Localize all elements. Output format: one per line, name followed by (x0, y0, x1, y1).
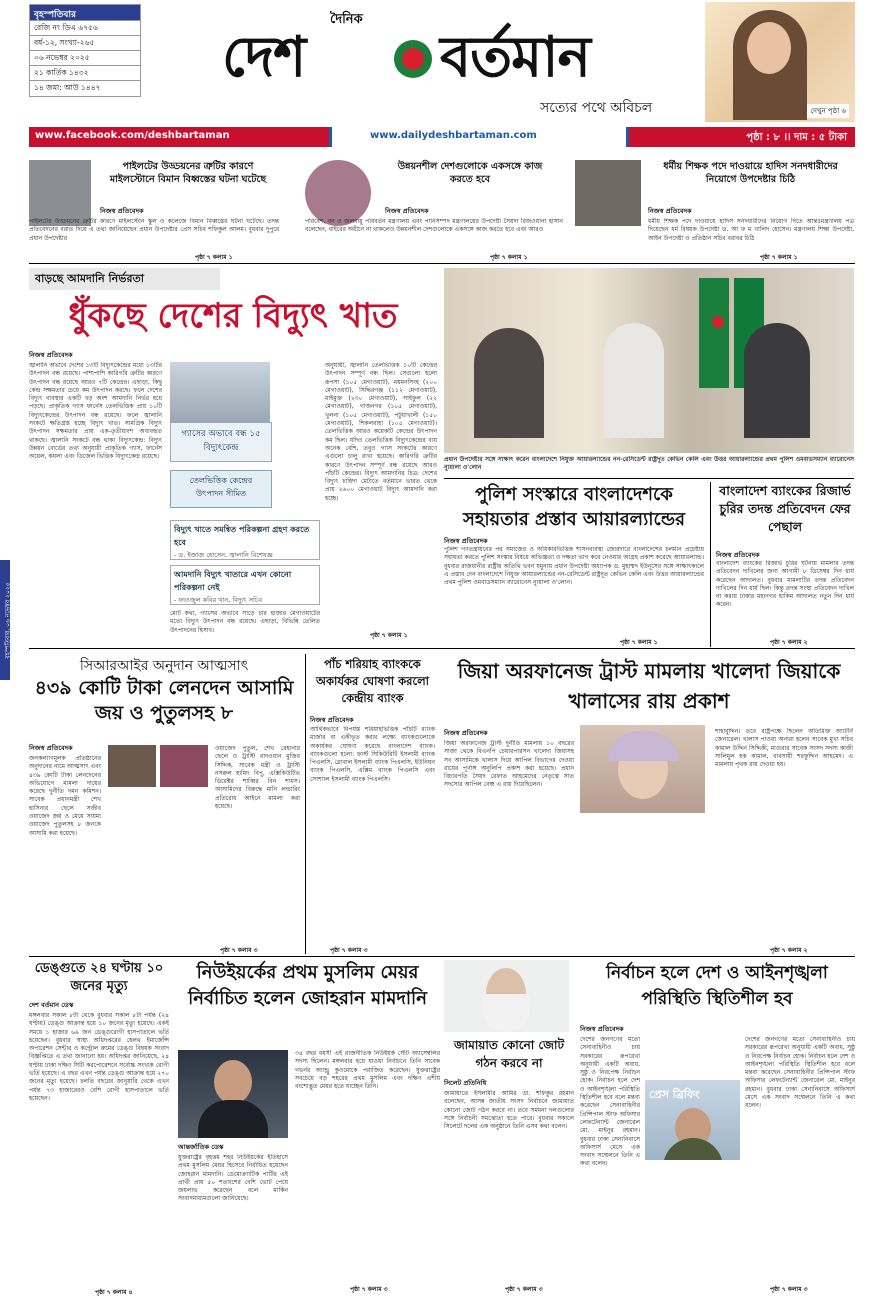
khaleda-photo (580, 725, 705, 813)
lead-quote-1-text: বিদ্যুৎ খাতে সমন্বিত পরিকল্পনা গ্রহণ করতে হবে (174, 525, 310, 547)
banks-byline: নিজস্ব প্রতিবেদক (310, 716, 354, 724)
press-briefing-photo (645, 1080, 740, 1160)
reserve-body: বাংলাদেশ ব্যাংকের রিজার্ভ চুরির ঘটনায় মামলার তদন্ত প্রতিবেদন দাখিলের জন্য আগামী ৮ ডিসেম্বর দিন ধার্য করেছেন আদালত। বুধবার মামলাটির তদন্ত প্রতিবেদন দাখিলের দিন ধার্য ছিল। কিন্তু তদন্ত সংস্থা প্রতিবেদন দাখিল না করায় ঢাকার মহানগর হাকিম আদালত নতুন দিন ধার্য করেন। (716, 560, 854, 609)
top-story-2-headline: উন্নয়নশীল দেশগুলোকে একসঙ্গে কাজ করতে হবে (397, 161, 543, 185)
mamdani-body-1: ৩৪ বছর বয়সী এই রাজনীতিক নিউইয়র্ক স্টেট অ্যাসেম্বলির সদস্য ছিলেন। মঙ্গলবার হয়ে যাওয়া নির্বাচনে তিনি সাবেক গভর্নর অ্যান্ড্রু কুওমোকে পরাজিত করেছেন। যুক্তরাষ্ট্রের সবচেয়ে বড় শহরের প্রথম মুসলিম এবং দক্ষিণ এশীয় বংশোদ্ভূত মেয়র হতে যাচ্ছেন তিনি। (295, 1050, 440, 1091)
ad-caption: দেখুন পৃষ্ঠা ৬ (807, 104, 849, 118)
lead-col3: অনুযায়ী, জ্বালানি তেলভিত্তিক ১০টি কেন্দ্রের উৎপাদন সম্পূর্ণ বন্ধ ছিল। সেগুলো হলো রূপসা (১০৫ মেগাওয়াট), ময়মনসিংহ (২০০ মেগাওয়াট), সিদ্ধিরগঞ্জ (১১২ মেগাওয়াট), মাইমুক্ত (২৩০ মেগাওয়াট), সাইফুল (২২ মেগাওয়াট), গাজনগর (১০৫ মেগাওয়াট), খুলনা (১০৫ মেগাওয়াট), পটুয়াখালী (১৫০ মেগাওয়াট), শিকলবাহা (১০৫ মেগাওয়াট)। তেলভিত্তিক আরও কয়েকটি কেন্দ্রের উৎপাদন কম ছিল। যদিও তেলভিত্তিক বিদ্যুৎকেন্দ্রের ব্যয় অনেক বেশি, তবুও গ্যাস সংকটের কারণে এগুলো চালু রাখা হয়েছে। কারিগরি ত্রুটির কারণে উৎপাদন সম্পূর্ণ বন্ধ রয়েছে আরও পাঁচটি কেন্দ্রের। বিদ্যুৎ আমদানির চিত্র: দেশের বিদ্যুৎ চাহিদা মেটাতে বর্তমানে ভারত থেকে প্রায় ২৬০০ মেগাওয়াট বিদ্যুৎ আমদানি করা হচ্ছে। (325, 362, 437, 502)
website-link[interactable]: www.dailydeshbartaman.com (370, 130, 537, 141)
lead-headline: ধুঁকছে দেশের বিদ্যুৎ খাত (68, 296, 398, 336)
ireland-body: পুলিশ গণতন্ত্রায়নের পর সমাজের ও অধিকারভিত্তিক শাসনব্যবস্থা জোরদারে বাংলাদেশের চলমান প্রচেষ্টায় সহায়তা করতে পুলিশ সংস্কার বিষয়ে অভিজ্ঞতা ও দক্ষতা ভাগ করে নেওয়ার আগ্রহ প্রকাশ করেছে আয়ারল্যান্ড। বুধবার রাজধানীর রাষ্ট্রীয় অতিথি ভবন যমুনায় প্রধান উপদেষ্টা অধ্যাপক ড. মুহাম্মদ ইউনূসের সঙ্গে সাক্ষাৎকালে এ প্রস্তাব দেন বাংলাদেশে নিযুক্ত আয়ারল্যান্ডের নন-রেসিডেন্ট রাষ্ট্রদূত কেভিন কেলি এবং উত্তর আয়ারল্যান্ডের প্রথম পুলিশ ওমবাডসম্যান ব্যারোনেস ন্যুয়ালা ও'লোন। (444, 546, 704, 587)
ireland-continued: পৃষ্ঠা ৭ কলাম ১ (620, 639, 658, 646)
jamaat-body: জামায়াতে ইসলামীর আমির ডা. শফিকুর রহমান বলেছেন, আসন্ন জাতীয় সংসদ নির্বাচনে জামায়াত কোনো জোট গঠন করবে না। তবে সমমনা দলগুলোর সঙ্গে নির্বাচনী সমঝোতা হতে পারে। বুধবার সকালে সিলেটে দলের এক অনুষ্ঠানে তিনি এসব কথা বলেন। (444, 1090, 574, 1131)
dengue-body: মঙ্গলবার সকাল ৮টা থেকে বুধবার সকাল ৮টা পর্যন্ত (২৪ ঘণ্টায়) ডেঙ্গু আক্রান্ত হয়ে ১০ জনের মৃত্যু হয়েছে। একই সময়ে ১ হাজার ৬৯ জন ডেঙ্গুরোগী হাসপাতালে ভর্তি হয়েছেন। বুধবার স্বাস্থ্য অধিদপ্তরের হেলথ ইমার্জেন্সি অপারেশন সেন্টার ও কন্ট্রোল রুমের ডেঙ্গু বিষয়ক সংবাদ বিজ্ঞপ্তিতে এ তথ্য জানানো হয়। অধিদপ্তর জানিয়েছে, ২৪ ঘণ্টায় ঢাকা দক্ষিণ সিটি করপোরেশনে সর্বোচ্চ সংখ্যক রোগী ভর্তি হয়েছে। এ বছর এখন পর্যন্ত ডেঙ্গু আক্রান্ত হয়ে ২৭০ জনের মৃত্যু হয়েছে। চলতি বছরের জানুয়ারি থেকে এখন পর্যন্ত ৭৩ হাজারেরও বেশি রোগী হাসপাতালে ভর্তি হয়েছেন। (29, 1012, 169, 1102)
election-continued: পৃষ্ঠা ৭ কলাম ৩ (770, 1286, 808, 1293)
khaleda-continued: পৃষ্ঠা ৭ কলাম ২ (770, 947, 808, 954)
lead-col1: জ্বালানি অভাবে দেশের ১৩টি বিদ্যুৎকেন্দ্রের মধ্যে ১৩টির উৎপাদন বন্ধ রয়েছে। পাশাপাশি কারিগরি ত্রুটির কারণে উৎপাদন বন্ধ রয়েছে আরও ৭টি কেন্দ্রের। এছাড়া, কিছু কেন্দ্র সক্ষমতার চেয়ে কম উৎপাদন করছে। ফলে দেশের বিদ্যুৎ ব্যবস্থার একটি বড় অংশ আমদানি নির্ভর হয়ে পড়ছে। প্রাকৃতিক গ্যাস ফার্নেস তেলভিত্তিক প্রায় ১০টি বিদ্যুৎকেন্দ্রের উৎপাদন বন্ধ রয়েছে। ফলে জ্বালানি সংকটে ক্ষতিগ্রস্ত হচ্ছে বিদ্যুৎ খাত। সামগ্রিক বিদ্যুৎ উৎপাদন সক্ষমতার প্রায় এক-তৃতীয়াংশ অব্যবহৃত থাকছে। জ্বালানি সংকটে বন্ধ থাকা বিদ্যুৎকেন্দ্র: বিদ্যুৎ উন্নয়ন বোর্ডের তথ্য অনুযায়ী প্রাকৃতিক গ্যাস, ফার্নেস অয়েল, কয়লা এবং ডিজেল ভিত্তিক বিদ্যুৎকেন্দ্র রয়েছে। (29, 362, 162, 461)
jamaat-byline: সিলেট প্রতিনিধি (444, 1079, 487, 1087)
lead-quote-1 (170, 520, 320, 560)
top-story-1-byline: নিজস্ব প্রতিবেদক (100, 207, 144, 215)
banks-headline: পাঁচ শরিয়াহ ব্যাংককে অকার্যকর ঘোষণা করলো কেন্দ্রীয় ব্যাংক (316, 657, 429, 705)
divider (305, 654, 306, 954)
reserve-byline: নিজস্ব প্রতিবেদক (716, 551, 760, 559)
top-story-3-body: ধর্মীয় শিক্ষক পদে দাওয়ায়ে হাদিস সনদধারীদের নিয়োগ দিতে আন্তঃমন্ত্রণালয় পত্র দিয়েছেন ধর্ম বিষয়ক উপদেষ্টা ড. আ ফ ম খালিদ হোসেন। মন্ত্রণালয় শিক্ষা উপদেষ্টা, আইন উপদেষ্টা ও প্রতিষ্ঠান সচিব বরাবর চিঠি (648, 218, 854, 242)
top-story-2-photo (305, 160, 371, 226)
lead-quote-2-attribution: - ফাওজুল কবির খান, বিদ্যুৎ সচিব (174, 596, 262, 604)
top-story-1-continued: পৃষ্ঠা ৭ কলাম ১ (195, 254, 233, 261)
mamdani-body-2: যুক্তরাষ্ট্রের বৃহত্তম শহর নিউইয়র্কের ইতিহাসে প্রথম মুসলিম মেয়র হিসেবে নির্বাচিত হয়েছেন জোহরান মামদানি। ডেমোক্র্যাটিক পার্টির এই প্রার্থী প্রায় ৫০ শতাংশের বেশি ভোট পেয়ে জয়লাভ করেছেন বলে মার্কিন সংবাদমাধ্যমগুলো জানিয়েছে। (178, 1154, 288, 1203)
mamdani-continued: পৃষ্ঠা ৭ কলাম ৩ (350, 1286, 388, 1293)
banks-continued: পৃষ্ঠা ৭ কলাম ৩ (330, 947, 368, 954)
cid-body-2: ওয়াজেদ পুতুল, শেখ রেহানার ছেলে ও ট্রাস্টি রাদওয়ান মুজিব সিদ্দিক, সাবেক মন্ত্রী ও ট্রাস্টি নসরুল হামিদ বিপু, এক্সিকিউটিভ ডিরেক্টর শাব্বির বিন শামস। আসামিদের বিরুদ্ধে মানি লন্ডারিং প্রতিরোধ আইনে মামলা করা হয়েছে। (215, 745, 300, 811)
jamaat-photo (444, 960, 569, 1032)
khaleda-body-1: জিয়া অরফানেজ ট্রাস্ট দুর্নীতি মামলায় ১০ বছরের সাজা থেকে বিএনপি চেয়ারপারসন খালেদা জিয়াসহ সব আসামিকে খালাস দিয়ে আপিল বিভাগের দেওয়া রায়ের পূর্ণাঙ্গ অনুলিপি প্রকাশ করা হয়েছে। প্রধান বিচারপতি সৈয়দ রেফাত আহমেদের নেতৃত্বে সাত সদস্যের আপিল বেঞ্চ এ রায় দিয়েছিলেন। (444, 740, 574, 789)
cid-headline: ৪৩৯ কোটি টাকা লেনদেন আসামি জয় ও পুতুলসহ ৮ (34, 677, 294, 724)
website-box (329, 127, 629, 147)
top-story-1-headline: পাইলটের উড্ডয়নের ত্রুটির কারণে মাইলস্টোনে বিমান বিধ্বস্তের ঘটনা ঘটেছে (109, 161, 267, 185)
dengue-byline: দেশ বর্তমান ডেস্ক (29, 1001, 74, 1009)
powerplant-photo (170, 362, 270, 422)
election-headline: নির্বাচন হলে দেশ ও আইনশৃঙ্খলা পরিস্থিতি স্থিতিশীল হব (606, 963, 828, 1009)
page-price: পৃষ্ঠা : ৮ ।। দাম : ৫ টাকা (746, 132, 847, 143)
bangladesh-map-logo (394, 40, 432, 78)
english-date: ০৬ নভেম্বর ২০২৫ (30, 51, 140, 66)
divider (29, 956, 855, 957)
joy-photo (108, 745, 156, 787)
lead-kicker: বাড়ছে আমদানি নির্ভরতা (29, 268, 220, 290)
jamaat-headline: জামায়াত কোনো জোট গঠন করবে না (453, 1038, 565, 1070)
top-story-3-headline: ধর্মীয় শিক্ষক পদে দাওয়ায়ে হাদিস সনদধারীদের নিয়োগে উপদেষ্টার চিঠি (663, 161, 838, 185)
cid-continued: পৃষ্ঠা ৭ কলাম ৩ (220, 947, 258, 954)
lead-col2b: মোট কথা, গ্যাসের অভাবে সাড়ে চার হাজার মেগাওয়াটের মতো বিদ্যুৎ উৎপাদন বন্ধ রয়েছে। এছাড়া, বিভিন্নি তেলিত উৎপাদনের হিসাব। (170, 610, 320, 634)
day-label: বৃহস্পতিবার (30, 5, 140, 21)
meeting-photo (444, 268, 854, 453)
mamdani-byline: আন্তর্জাতিক ডেস্ক (178, 1143, 224, 1151)
banks-body: আর্থিকভাবে বিপর্যস্ত শরিয়াহভিত্তিক পাঁচটি ব্যাংক মার্জার বা একীভূত করার লক্ষ্যে ব্যাংকগুলোকে অকার্যকর ঘোষণা করেছে বাংলাদেশ ব্যাংক। ব্যাংকগুলো হলো: ফার্স্ট সিকিউরিটি ইসলামী ব্যাংক পিএলসি, গ্লোবাল ইসলামী ব্যাংক পিএলসি, ইউনিয়ন ব্যাংক পিএলসি, এক্সিম ব্যাংক পিএলসি এবং সোশ্যাল ইসলামী ব্যাংক পিএলসি। (310, 726, 435, 783)
khaleda-body-2: শাহাবুদ্দিন। তবে রাষ্ট্রপক্ষে ছিলেন অতিরিক্ত অ্যাটর্নি জেনারেল। খালাস পাওয়া অন্যরা হলেন সাবেক মুখ্য সচিব কামাল উদ্দিন সিদ্দিকী, মাগুরার সাবেক সংসদ সদস্য কাজী সালিমুল হক কামাল, ব্যবসায়ী শরফুদ্দিন আহমেদ। এ মামলায় পৃথক রায় দেওয়া হয়। (715, 728, 853, 769)
dengue-headline: ডেঙ্গুতে ২৪ ঘণ্টায় ১০ জনের মৃত্যু (34, 961, 164, 994)
mamdani-headline: নিউইয়র্কের প্রথম মুসলিম মেয়র নির্বাচিত হলেন জোহরান মামদানি (188, 962, 427, 1009)
masthead-prefix: দৈনিক (330, 12, 363, 27)
lead-quote-1-attribution: - ড. ইজাজ হোসেন, জ্বালানি বিশেষজ্ঞ (174, 551, 273, 559)
dengue-continued: পৃষ্ঠা ৭ কলাম ৪ (95, 1289, 133, 1296)
reserve-continued: পৃষ্ঠা ৭ কলাম ২ (770, 639, 808, 646)
divider (29, 263, 855, 264)
lead-quote-2 (170, 565, 320, 605)
top-story-1-body: পাইলটের উড্ডয়নের ত্রুটির কারণে মাইলস্টোন স্কুল ও কলেজে বিমান বিধ্বস্তের ঘটনা ঘটেছে। তদন্ত প্রতিবেদনের বরাত দিয়ে এ তথ্য জানিয়েছেন প্রধান উপদেষ্টার প্রেস সচিব শফিকুল আলম। বুধবার দুপুরে প্রধান উপদেষ্টার (29, 218, 279, 242)
lead-byline: নিজস্ব প্রতিবেদক (29, 351, 73, 359)
top-story-3-continued: পৃষ্ঠা ৭ কলাম ১ (760, 254, 798, 261)
volume-number: বর্ষ-১২, সংখ্যা-২৬৫ (30, 36, 140, 51)
bangla-date: ২১ কার্তিক ১৪৩২ (30, 66, 140, 81)
cid-byline: নিজস্ব প্রতিবেদক (29, 744, 73, 752)
link-bar (29, 127, 855, 147)
date-box (29, 4, 141, 97)
hijri-date: ১৪ জমা: আউ ১৪৪৭ (34, 83, 101, 92)
khaleda-headline: জিয়া অরফানেজ ট্রাস্ট মামলায় খালেদা জিয়াকে খালাসের রায় প্রকাশ (457, 659, 841, 713)
facebook-link[interactable]: www.facebook.com/deshbartaman (35, 130, 230, 141)
divider (29, 648, 855, 649)
khaleda-byline: নিজস্ব প্রতিবেদক (444, 729, 488, 737)
divider (710, 482, 711, 647)
mamdani-photo (178, 1050, 288, 1138)
top-story-2-body: পরিবেশ, বন ও জলবায়ু পরিবর্তন মন্ত্রণালয় এবং পানিসম্পদ মন্ত্রণালয়ের উপদেষ্টা সৈয়দা রিজওয়ানা হাসান বলেছেন, বাইরের অধীনে না থাকলেও উন্নয়নশীল দেশগুলোকে একসঙ্গে কাজ করতে হবে এবং আরও (305, 218, 563, 234)
press-briefing-label: প্রেস ব্রিফিং (649, 1088, 700, 1101)
ireland-byline: নিজস্ব প্রতিবেদক (444, 537, 488, 545)
masthead-tagline: সত্যের পথে অবিচল (540, 100, 653, 116)
masthead-name-right: বর্তমান (440, 24, 590, 90)
top-story-2-byline: নিজস্ব প্রতিবেদক (385, 207, 429, 215)
lead-box-1 (170, 470, 272, 508)
powerplant-caption (170, 422, 272, 462)
top-right-ad (705, 2, 855, 122)
meeting-photo-caption: প্রধান উপদেষ্টার সঙ্গে সাক্ষাৎ করেন বাংলাদেশে নিযুক্ত আয়ারল্যান্ডের নন-রেসিডেন্ট রাষ্ট্রদূত কেভিন কেলি এবং উত্তর আয়ারল্যান্ডের প্রথম পুলিশ ওমবাডসম্যান ব্যারোনেস ন্যুয়ালা ও'লোন (444, 456, 854, 472)
reserve-headline: বাংলাদেশ ব্যাংকের রিজার্ভ চুরির তদন্ত প্রতিবেদন ফের পেছাল (719, 483, 851, 534)
powerplant-caption-text: গ্যাসের অভাবে বন্ধ ১৫ বিদ্যুৎকেন্দ্র (181, 429, 261, 453)
jamaat-continued: পৃষ্ঠা ৭ কলাম ৩ (505, 1286, 543, 1293)
cid-body-1: জনকল্যাণমূলক প্রতিষ্ঠানের অনুদানের নামে আত্মসাৎ এবং ৪৩৯ কোটি টাকা লেনদেনের অভিযোগে মামলা দায়ের করেছে দুর্নীতি দমন কমিশন। সাবেক প্রধানমন্ত্রী শেখ হাসিনার ছেলে সজীব ওয়াজেদ জয় ও মেয়ে সায়মা ওয়াজেদ পুতুলসহ ৮ জনকে আসামি করা হয়েছে। (29, 755, 101, 837)
ireland-headline: পুলিশ সংস্কারে বাংলাদেশকে সহায়তার প্রস্তাব আয়ারল্যান্ডের (462, 484, 686, 530)
reg-number: রেজি নং ডিএ ৬৭৫৬ (30, 21, 140, 36)
lead-continued: পৃষ্ঠা ৭ কলাম ১ (370, 632, 408, 639)
cid-kicker: সিআরআইর অনুদান আত্মসাৎ (79, 658, 249, 674)
lead-quote-2-text: আমদানি বিদ্যুৎ খাতারে এখন কোনো পরিকল্পনা নেই (174, 570, 292, 592)
election-body-right: দেশের জনগণের মতো সেনাবাহিনীও চায় সরকারের রূপরেখা অনুযায়ী একটি অবাধ, সুষ্ঠু ও নিরপেক্ষ নির্বাচন হোক। নির্বাচন হলে দেশ ও আইনশৃঙ্খলা পরিস্থিতি স্থিতিশীল হবে বলে মন্তব্য করেছেন সেনাবাহিনীর প্রিন্সিপাল স্টাফ অফিসার লেফটেন্যান্ট জেনারেল মো. মাইনুর রহমান। বুধবার ঢাকা সেনানিবাসে অফিসার্স মেসে এক সংবাদ সম্মেলনে তিনি এ কথা বলেন। (745, 1036, 855, 1110)
divider (444, 478, 854, 479)
masthead-name-left: দেশ (222, 24, 306, 90)
election-byline: নিজস্ব প্রতিবেদক (580, 1025, 624, 1033)
lead-box-1-text: তেলভিত্তিক কেন্দ্রের উৎপাদন সীমিত (189, 476, 253, 498)
election-body: দেশের জনগণের মতো সেনাবাহিনীও চায় সরকারের রূপরেখা অনুযায়ী একটি অবাধ, সুষ্ঠু ও নিরপেক্ষ নির্বাচন হোক। নির্বাচন হলে দেশ ও আইনশৃঙ্খলা পরিস্থিতি স্থিতিশীল হবে বলে মন্তব্য করেছেন সেনাবাহিনীর প্রিন্সিপাল স্টাফ অফিসার লেফটেন্যান্ট জেনারেল মো. মাইনুর রহমান। বুধবার ঢাকা সেনানিবাসে অফিসার্স মেসে এক সংবাদ সম্মেলনে তিনি এ কথা বলেন। (580, 1036, 640, 1168)
top-story-2-continued: পৃষ্ঠা ৭ কলাম ১ (490, 254, 528, 261)
side-strip-date: বৃহস্পতিবার, ০৬ নভেম্বর ২০২৫ (4, 582, 12, 659)
top-story-3-byline: নিজস্ব প্রতিবেদক (648, 207, 692, 215)
putul-photo (160, 745, 208, 787)
top-story-1-photo (29, 160, 91, 226)
top-story-3-photo (575, 160, 641, 226)
